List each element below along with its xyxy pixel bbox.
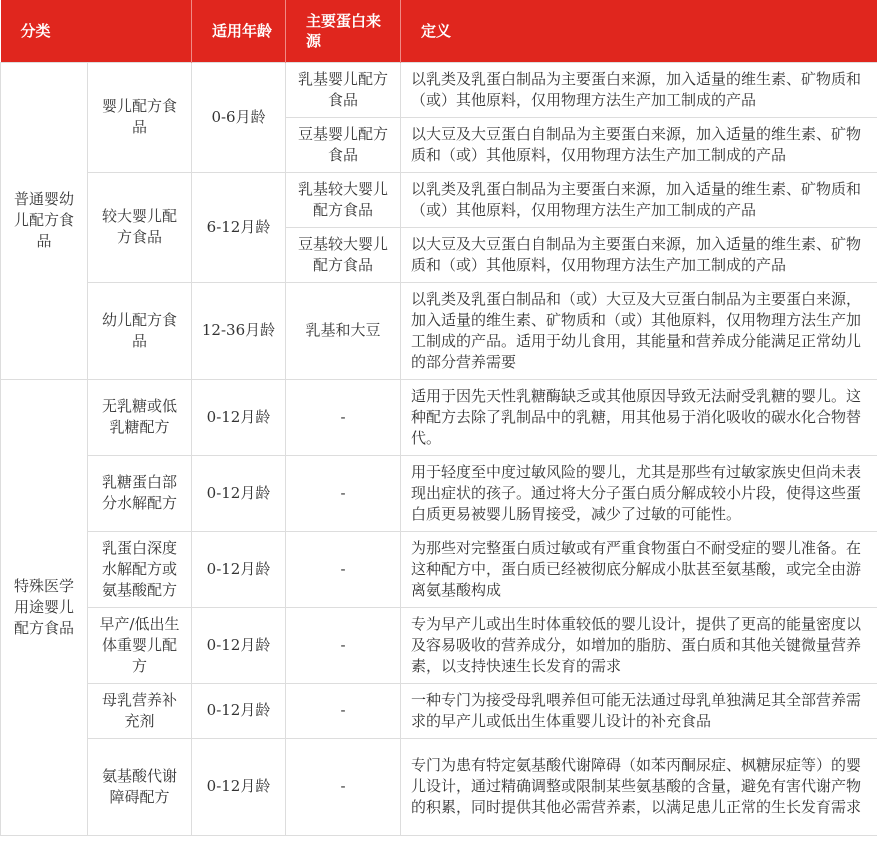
protein-cell: - <box>286 531 401 607</box>
protein-cell: 乳基较大婴儿配方食品 <box>286 172 401 227</box>
subtype-cell: 无乳糖或低乳糖配方 <box>88 379 192 455</box>
protein-cell: 乳基和大豆 <box>286 282 401 379</box>
definition-cell: 专门为患有特定氨基酸代谢障碍（如苯丙酮尿症、枫糖尿症等）的婴儿设计，通过精确调整或限制某些氨基酸的含量，避免有害代谢产物的积累，同时提供其他必需营养素，以满足患儿正常的生长发育需求 <box>401 738 877 835</box>
protein-cell: - <box>286 379 401 455</box>
header-category: 分类 <box>1 0 192 62</box>
protein-cell: - <box>286 738 401 835</box>
table-row <box>1 379 877 455</box>
header-age: 适用年龄 <box>192 0 286 62</box>
age-cell: 0-12月龄 <box>192 607 286 683</box>
subtype-cell: 幼儿配方食品 <box>88 282 192 379</box>
age-cell: 0-12月龄 <box>192 455 286 531</box>
subtype-cell: 早产/低出生体重婴儿配方 <box>88 607 192 683</box>
subtype-cell: 氨基酸代谢障碍配方 <box>88 738 192 835</box>
definition-cell: 以大豆及大豆蛋白自制品为主要蛋白来源，加入适量的维生素、矿物质和（或）其他原料，仅用物理方法生产加工制成的产品 <box>401 227 877 282</box>
age-cell: 0-6月龄 <box>192 62 286 172</box>
table-row <box>1 172 877 227</box>
header-row <box>1 0 877 62</box>
age-cell: 0-12月龄 <box>192 738 286 835</box>
definition-cell: 适用于因先天性乳糖酶缺乏或其他原因导致无法耐受乳糖的婴儿。这种配方去除了乳制品中的乳糖，用其他易于消化吸收的碳水化合物替代。 <box>401 379 877 455</box>
table-row <box>1 607 877 683</box>
age-cell: 6-12月龄 <box>192 172 286 282</box>
protein-cell: - <box>286 455 401 531</box>
table-row <box>1 531 877 607</box>
protein-cell: 豆基较大婴儿配方食品 <box>286 227 401 282</box>
subtype-cell: 乳糖蛋白部分水解配方 <box>88 455 192 531</box>
header-definition: 定义 <box>401 0 877 62</box>
definition-cell: 专为早产儿或出生时体重较低的婴儿设计，提供了更高的能量密度以及容易吸收的营养成分，如增加的脂肪、蛋白质和其他关键微量营养素，以支持快速生长发育的需求 <box>401 607 877 683</box>
age-cell: 0-12月龄 <box>192 531 286 607</box>
table-row <box>1 282 877 379</box>
table-row <box>1 62 877 117</box>
definition-cell: 以乳类及乳蛋白制品为主要蛋白来源，加入适量的维生素、矿物质和（或）其他原料，仅用物理方法生产加工制成的产品 <box>401 62 877 117</box>
definition-cell: 以乳类及乳蛋白制品和（或）大豆及大豆蛋白制品为主要蛋白来源，加入适量的维生素、矿物质和（或）其他原料，仅用物理方法生产加工制成的产品。适用于幼儿食用，其能量和营养成分能满足正常幼儿的部分营养需要 <box>401 282 877 379</box>
protein-cell: 豆基婴儿配方食品 <box>286 117 401 172</box>
definition-cell: 为那些对完整蛋白质过敏或有严重食物蛋白不耐受症的婴儿准备。在这种配方中，蛋白质已经被彻底分解成小肽甚至氨基酸，或完全由游离氨基酸构成 <box>401 531 877 607</box>
subtype-cell: 婴儿配方食品 <box>88 62 192 172</box>
protein-cell: - <box>286 683 401 738</box>
age-cell: 0-12月龄 <box>192 683 286 738</box>
age-cell: 12-36月龄 <box>192 282 286 379</box>
protein-cell: 乳基婴儿配方食品 <box>286 62 401 117</box>
subtype-cell: 较大婴儿配方食品 <box>88 172 192 282</box>
table-row <box>1 738 877 835</box>
subtype-cell: 母乳营养补充剂 <box>88 683 192 738</box>
group-special: 特殊医学用途婴儿配方食品 <box>1 379 88 835</box>
definition-cell: 以大豆及大豆蛋白自制品为主要蛋白来源，加入适量的维生素、矿物质和（或）其他原料，仅用物理方法生产加工制成的产品 <box>401 117 877 172</box>
definition-cell: 以乳类及乳蛋白制品为主要蛋白来源，加入适量的维生素、矿物质和（或）其他原料，仅用物理方法生产加工制成的产品 <box>401 172 877 227</box>
table-row <box>1 683 877 738</box>
definition-cell: 用于轻度至中度过敏风险的婴儿，尤其是那些有过敏家族史但尚未表现出症状的孩子。通过将大分子蛋白质分解成较小片段，使得这些蛋白质更易被婴儿肠胃接受，减少了过敏的可能性。 <box>401 455 877 531</box>
table-row <box>1 455 877 531</box>
subtype-cell: 乳蛋白深度水解配方或氨基酸配方 <box>88 531 192 607</box>
age-cell: 0-12月龄 <box>192 379 286 455</box>
group-ordinary: 普通婴幼儿配方食品 <box>1 62 88 379</box>
definition-cell: 一种专门为接受母乳喂养但可能无法通过母乳单独满足其全部营养需求的早产儿或低出生体重婴儿设计的补充食品 <box>401 683 877 738</box>
header-protein-source: 主要蛋白来源 <box>286 0 401 62</box>
protein-cell: - <box>286 607 401 683</box>
